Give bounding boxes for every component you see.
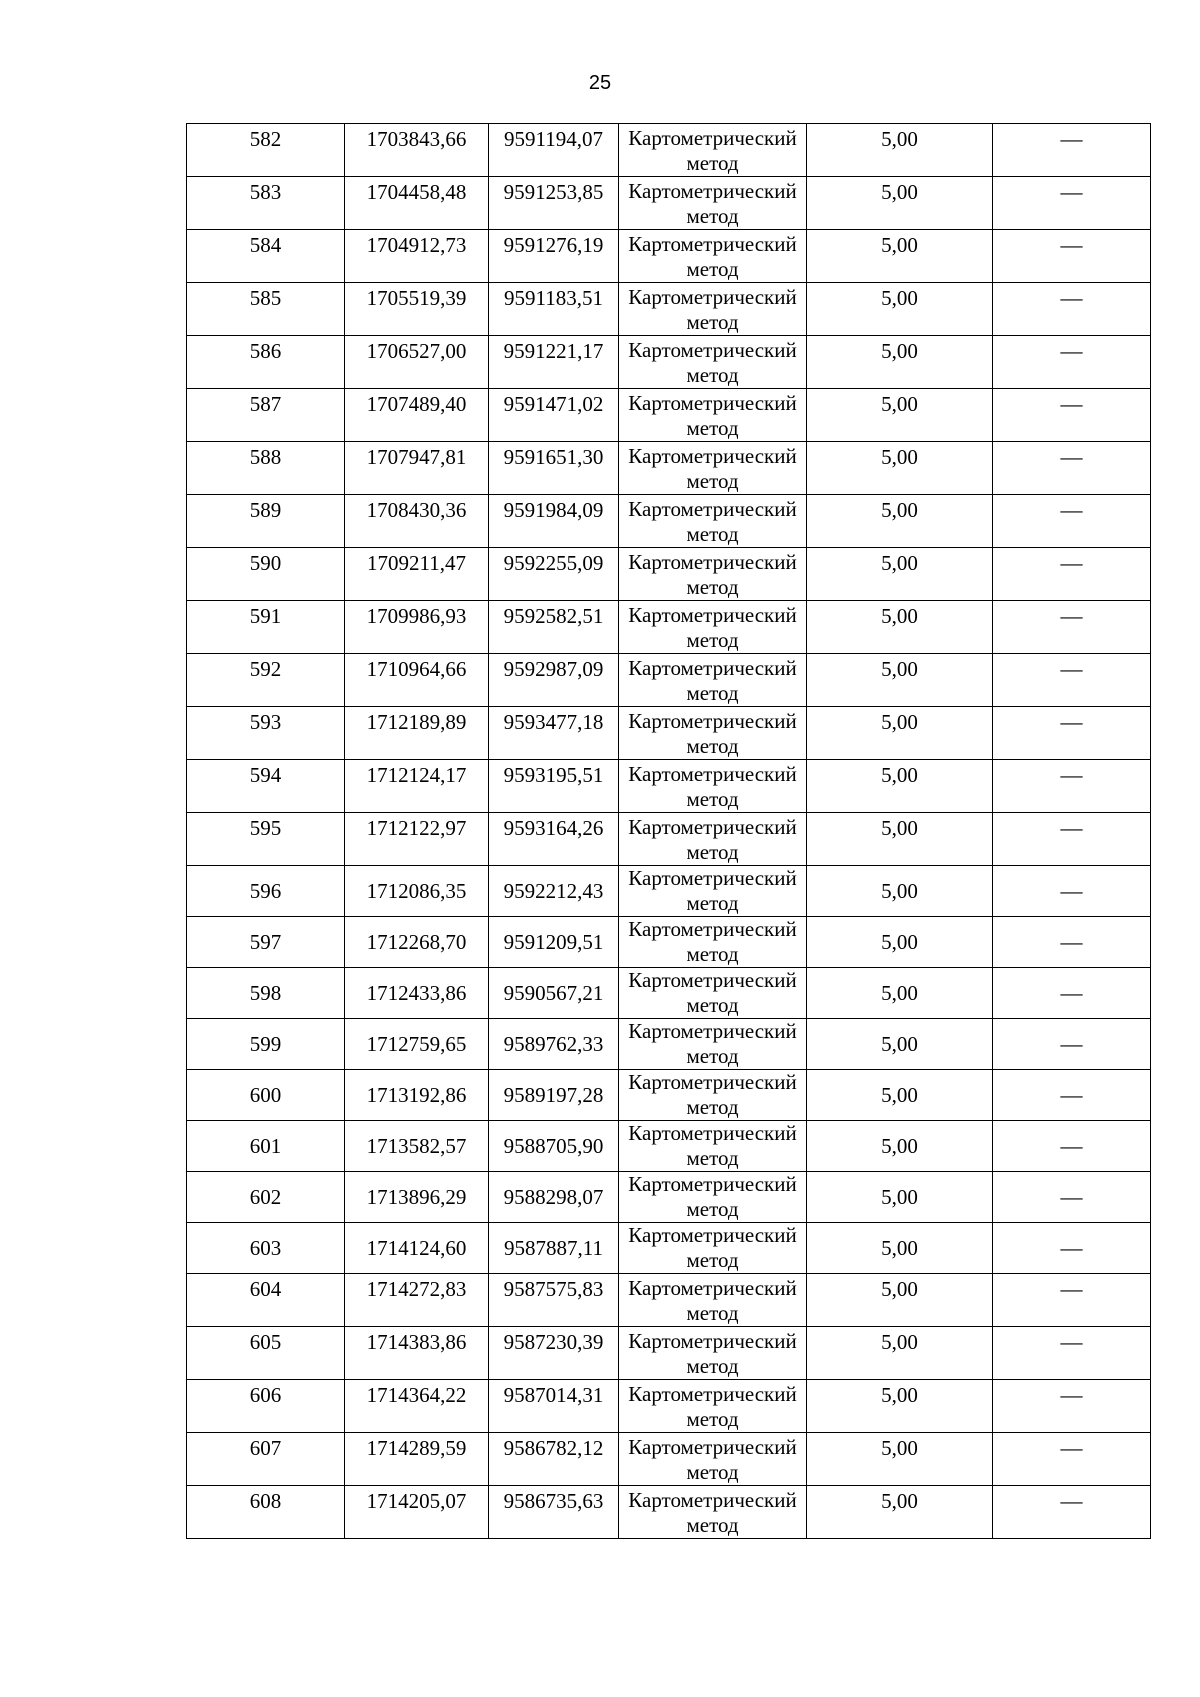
x-coordinate-cell: 1712086,35 <box>345 866 489 917</box>
method-cell <box>619 601 807 654</box>
method-line-1: Картометрический <box>628 179 797 203</box>
note-cell: — <box>993 1070 1151 1121</box>
precision-cell: 5,00 <box>807 968 993 1019</box>
method-cell <box>619 389 807 442</box>
x-coordinate-cell: 1714124,60 <box>345 1223 489 1274</box>
y-coordinate-cell: 9592987,09 <box>489 654 619 707</box>
x-coordinate-cell: 1710964,66 <box>345 654 489 707</box>
table-row <box>187 1327 1151 1380</box>
note-cell: — <box>993 813 1151 866</box>
note-cell: — <box>993 442 1151 495</box>
y-coordinate-cell: 9587575,83 <box>489 1274 619 1327</box>
method-line-1: Картометрический <box>628 1121 797 1145</box>
x-coordinate-cell: 1709211,47 <box>345 548 489 601</box>
method-line-2: метод <box>686 1407 739 1431</box>
note-cell: — <box>993 230 1151 283</box>
method-line-1: Картометрический <box>628 1488 797 1512</box>
method-cell <box>619 760 807 813</box>
method-line-2: метод <box>686 310 739 334</box>
method-cell <box>619 707 807 760</box>
method-cell <box>619 654 807 707</box>
table-row <box>187 1223 1151 1274</box>
note-cell: — <box>993 707 1151 760</box>
precision-cell: 5,00 <box>807 1172 993 1223</box>
y-coordinate-cell: 9587230,39 <box>489 1327 619 1380</box>
precision-cell: 5,00 <box>807 1486 993 1539</box>
point-number-cell: 608 <box>187 1486 345 1539</box>
method-line-1: Картометрический <box>628 338 797 362</box>
x-coordinate-cell: 1703843,66 <box>345 124 489 177</box>
x-coordinate-cell: 1712122,97 <box>345 813 489 866</box>
method-cell <box>619 230 807 283</box>
x-coordinate-cell: 1712759,65 <box>345 1019 489 1070</box>
x-coordinate-cell: 1712268,70 <box>345 917 489 968</box>
method-line-1: Картометрический <box>628 391 797 415</box>
note-cell: — <box>993 389 1151 442</box>
method-cell <box>619 124 807 177</box>
method-cell <box>619 1433 807 1486</box>
precision-cell: 5,00 <box>807 1070 993 1121</box>
table-row <box>187 389 1151 442</box>
precision-cell: 5,00 <box>807 1380 993 1433</box>
method-line-1: Картометрический <box>628 917 797 941</box>
note-cell: — <box>993 1380 1151 1433</box>
x-coordinate-cell: 1714289,59 <box>345 1433 489 1486</box>
note-cell: — <box>993 601 1151 654</box>
precision-cell: 5,00 <box>807 601 993 654</box>
precision-cell: 5,00 <box>807 1121 993 1172</box>
precision-cell: 5,00 <box>807 1274 993 1327</box>
table-row <box>187 495 1151 548</box>
precision-cell: 5,00 <box>807 389 993 442</box>
method-line-1: Картометрический <box>628 968 797 992</box>
method-line-2: метод <box>686 1044 739 1068</box>
note-cell: — <box>993 654 1151 707</box>
precision-cell: 5,00 <box>807 124 993 177</box>
point-number-cell: 597 <box>187 917 345 968</box>
table-row <box>187 283 1151 336</box>
method-line-1: Картометрический <box>628 1435 797 1459</box>
x-coordinate-cell: 1706527,00 <box>345 336 489 389</box>
point-number-cell: 602 <box>187 1172 345 1223</box>
method-line-1: Картометрический <box>628 1382 797 1406</box>
method-cell <box>619 495 807 548</box>
precision-cell: 5,00 <box>807 760 993 813</box>
table-row <box>187 230 1151 283</box>
x-coordinate-cell: 1714364,22 <box>345 1380 489 1433</box>
method-cell <box>619 1327 807 1380</box>
point-number-cell: 585 <box>187 283 345 336</box>
precision-cell: 5,00 <box>807 283 993 336</box>
method-line-1: Картометрический <box>628 126 797 150</box>
y-coordinate-cell: 9591209,51 <box>489 917 619 968</box>
note-cell: — <box>993 1433 1151 1486</box>
point-number-cell: 606 <box>187 1380 345 1433</box>
note-cell: — <box>993 1274 1151 1327</box>
method-line-2: метод <box>686 787 739 811</box>
x-coordinate-cell: 1714205,07 <box>345 1486 489 1539</box>
method-line-2: метод <box>686 204 739 228</box>
precision-cell: 5,00 <box>807 1327 993 1380</box>
page-number: 25 <box>588 72 612 94</box>
table-row <box>187 1433 1151 1486</box>
point-number-cell: 583 <box>187 177 345 230</box>
method-line-2: метод <box>686 522 739 546</box>
y-coordinate-cell: 9587887,11 <box>489 1223 619 1274</box>
method-line-2: метод <box>686 628 739 652</box>
note-cell: — <box>993 124 1151 177</box>
note-cell: — <box>993 548 1151 601</box>
table-row <box>187 760 1151 813</box>
method-cell <box>619 1380 807 1433</box>
note-cell: — <box>993 1121 1151 1172</box>
y-coordinate-cell: 9590567,21 <box>489 968 619 1019</box>
table-row <box>187 707 1151 760</box>
point-number-cell: 607 <box>187 1433 345 1486</box>
y-coordinate-cell: 9588705,90 <box>489 1121 619 1172</box>
precision-cell: 5,00 <box>807 1223 993 1274</box>
method-line-2: метод <box>686 942 739 966</box>
method-cell <box>619 442 807 495</box>
table-row <box>187 813 1151 866</box>
method-line-1: Картометрический <box>628 709 797 733</box>
table-row <box>187 336 1151 389</box>
precision-cell: 5,00 <box>807 707 993 760</box>
method-cell <box>619 177 807 230</box>
table-row <box>187 1274 1151 1327</box>
y-coordinate-cell: 9586735,63 <box>489 1486 619 1539</box>
precision-cell: 5,00 <box>807 1433 993 1486</box>
method-line-2: метод <box>686 1197 739 1221</box>
point-number-cell: 591 <box>187 601 345 654</box>
table-row <box>187 1486 1151 1539</box>
x-coordinate-cell: 1713192,86 <box>345 1070 489 1121</box>
x-coordinate-cell: 1704912,73 <box>345 230 489 283</box>
y-coordinate-cell: 9588298,07 <box>489 1172 619 1223</box>
method-line-2: метод <box>686 891 739 915</box>
y-coordinate-cell: 9586782,12 <box>489 1433 619 1486</box>
method-line-2: метод <box>686 1513 739 1537</box>
precision-cell: 5,00 <box>807 917 993 968</box>
method-line-2: метод <box>686 1301 739 1325</box>
table-row <box>187 442 1151 495</box>
method-line-2: метод <box>686 416 739 440</box>
point-number-cell: 604 <box>187 1274 345 1327</box>
y-coordinate-cell: 9589762,33 <box>489 1019 619 1070</box>
table-row <box>187 917 1151 968</box>
note-cell: — <box>993 1223 1151 1274</box>
y-coordinate-cell: 9592212,43 <box>489 866 619 917</box>
point-number-cell: 584 <box>187 230 345 283</box>
note-cell: — <box>993 968 1151 1019</box>
y-coordinate-cell: 9589197,28 <box>489 1070 619 1121</box>
method-cell <box>619 548 807 601</box>
method-line-1: Картометрический <box>628 232 797 256</box>
note-cell: — <box>993 1172 1151 1223</box>
y-coordinate-cell: 9591651,30 <box>489 442 619 495</box>
point-number-cell: 594 <box>187 760 345 813</box>
method-line-1: Картометрический <box>628 1172 797 1196</box>
precision-cell: 5,00 <box>807 177 993 230</box>
y-coordinate-cell: 9591221,17 <box>489 336 619 389</box>
note-cell: — <box>993 283 1151 336</box>
y-coordinate-cell: 9587014,31 <box>489 1380 619 1433</box>
method-line-2: метод <box>686 1354 739 1378</box>
precision-cell: 5,00 <box>807 230 993 283</box>
method-cell <box>619 968 807 1019</box>
table-row <box>187 1380 1151 1433</box>
table-row <box>187 1019 1151 1070</box>
method-line-2: метод <box>686 1248 739 1272</box>
x-coordinate-cell: 1714272,83 <box>345 1274 489 1327</box>
y-coordinate-cell: 9593195,51 <box>489 760 619 813</box>
method-line-1: Картометрический <box>628 550 797 574</box>
note-cell: — <box>993 866 1151 917</box>
note-cell: — <box>993 177 1151 230</box>
method-line-2: метод <box>686 1095 739 1119</box>
table-row <box>187 124 1151 177</box>
y-coordinate-cell: 9592582,51 <box>489 601 619 654</box>
method-cell <box>619 1121 807 1172</box>
point-number-cell: 596 <box>187 866 345 917</box>
method-line-1: Картометрический <box>628 603 797 627</box>
method-cell <box>619 1172 807 1223</box>
method-cell <box>619 1019 807 1070</box>
method-line-1: Картометрический <box>628 1276 797 1300</box>
x-coordinate-cell: 1707947,81 <box>345 442 489 495</box>
method-line-1: Картометрический <box>628 866 797 890</box>
note-cell: — <box>993 917 1151 968</box>
point-number-cell: 593 <box>187 707 345 760</box>
method-line-2: метод <box>686 1146 739 1170</box>
y-coordinate-cell: 9591471,02 <box>489 389 619 442</box>
method-line-2: метод <box>686 151 739 175</box>
method-cell <box>619 1486 807 1539</box>
method-line-1: Картометрический <box>628 656 797 680</box>
note-cell: — <box>993 1019 1151 1070</box>
x-coordinate-cell: 1705519,39 <box>345 283 489 336</box>
y-coordinate-cell: 9592255,09 <box>489 548 619 601</box>
point-number-cell: 592 <box>187 654 345 707</box>
y-coordinate-cell: 9593164,26 <box>489 813 619 866</box>
x-coordinate-cell: 1712433,86 <box>345 968 489 1019</box>
coordinates-table-body <box>187 124 1151 1539</box>
x-coordinate-cell: 1707489,40 <box>345 389 489 442</box>
method-line-2: метод <box>686 575 739 599</box>
method-cell <box>619 283 807 336</box>
note-cell: — <box>993 336 1151 389</box>
precision-cell: 5,00 <box>807 548 993 601</box>
method-line-2: метод <box>686 840 739 864</box>
coordinates-table <box>186 123 1151 1539</box>
point-number-cell: 595 <box>187 813 345 866</box>
x-coordinate-cell: 1713896,29 <box>345 1172 489 1223</box>
method-line-2: метод <box>686 993 739 1017</box>
method-cell <box>619 813 807 866</box>
precision-cell: 5,00 <box>807 336 993 389</box>
table-row <box>187 654 1151 707</box>
method-cell <box>619 917 807 968</box>
y-coordinate-cell: 9591194,07 <box>489 124 619 177</box>
point-number-cell: 601 <box>187 1121 345 1172</box>
x-coordinate-cell: 1714383,86 <box>345 1327 489 1380</box>
method-cell <box>619 336 807 389</box>
x-coordinate-cell: 1712189,89 <box>345 707 489 760</box>
precision-cell: 5,00 <box>807 813 993 866</box>
point-number-cell: 586 <box>187 336 345 389</box>
y-coordinate-cell: 9591183,51 <box>489 283 619 336</box>
method-line-2: метод <box>686 734 739 758</box>
point-number-cell: 599 <box>187 1019 345 1070</box>
x-coordinate-cell: 1712124,17 <box>345 760 489 813</box>
method-cell <box>619 1274 807 1327</box>
method-line-2: метод <box>686 363 739 387</box>
method-line-1: Картометрический <box>628 444 797 468</box>
point-number-cell: 605 <box>187 1327 345 1380</box>
note-cell: — <box>993 1327 1151 1380</box>
table-row <box>187 968 1151 1019</box>
method-line-1: Картометрический <box>628 815 797 839</box>
method-line-2: метод <box>686 1460 739 1484</box>
method-line-1: Картометрический <box>628 762 797 786</box>
x-coordinate-cell: 1713582,57 <box>345 1121 489 1172</box>
method-line-2: метод <box>686 681 739 705</box>
y-coordinate-cell: 9591276,19 <box>489 230 619 283</box>
precision-cell: 5,00 <box>807 654 993 707</box>
table-row <box>187 1070 1151 1121</box>
point-number-cell: 588 <box>187 442 345 495</box>
method-line-1: Картометрический <box>628 1070 797 1094</box>
method-cell <box>619 1223 807 1274</box>
point-number-cell: 587 <box>187 389 345 442</box>
table-row <box>187 601 1151 654</box>
point-number-cell: 590 <box>187 548 345 601</box>
x-coordinate-cell: 1704458,48 <box>345 177 489 230</box>
point-number-cell: 598 <box>187 968 345 1019</box>
point-number-cell: 582 <box>187 124 345 177</box>
table-row <box>187 177 1151 230</box>
method-line-1: Картометрический <box>628 1019 797 1043</box>
point-number-cell: 589 <box>187 495 345 548</box>
method-line-1: Картометрический <box>628 1223 797 1247</box>
x-coordinate-cell: 1708430,36 <box>345 495 489 548</box>
y-coordinate-cell: 9591984,09 <box>489 495 619 548</box>
precision-cell: 5,00 <box>807 866 993 917</box>
precision-cell: 5,00 <box>807 495 993 548</box>
method-cell <box>619 866 807 917</box>
method-cell <box>619 1070 807 1121</box>
note-cell: — <box>993 495 1151 548</box>
table-row <box>187 866 1151 917</box>
method-line-1: Картометрический <box>628 1329 797 1353</box>
x-coordinate-cell: 1709986,93 <box>345 601 489 654</box>
method-line-2: метод <box>686 257 739 281</box>
point-number-cell: 600 <box>187 1070 345 1121</box>
precision-cell: 5,00 <box>807 442 993 495</box>
precision-cell: 5,00 <box>807 1019 993 1070</box>
method-line-1: Картометрический <box>628 285 797 309</box>
table-row <box>187 1172 1151 1223</box>
method-line-1: Картометрический <box>628 497 797 521</box>
point-number-cell: 603 <box>187 1223 345 1274</box>
method-line-2: метод <box>686 469 739 493</box>
note-cell: — <box>993 760 1151 813</box>
y-coordinate-cell: 9591253,85 <box>489 177 619 230</box>
table-row <box>187 1121 1151 1172</box>
y-coordinate-cell: 9593477,18 <box>489 707 619 760</box>
table-row <box>187 548 1151 601</box>
note-cell: — <box>993 1486 1151 1539</box>
